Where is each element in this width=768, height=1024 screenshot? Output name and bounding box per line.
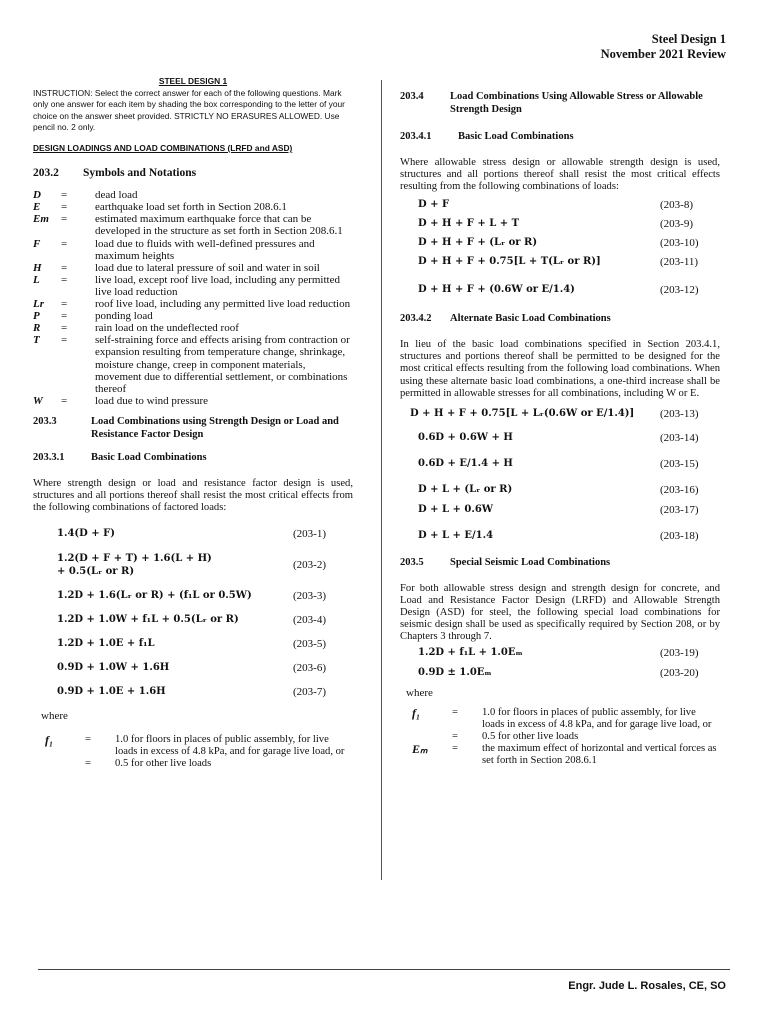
section-title: Alternate Basic Load Combinations	[450, 313, 611, 325]
equals-sign: =	[61, 273, 68, 286]
equation-formula: 1.2D + 1.0E + f₁L	[57, 638, 155, 650]
symbol-desc: dead load	[95, 189, 138, 202]
equation-formula: D + H + F + (0.6W or E/1.4)	[418, 284, 575, 296]
symbol: Eₘ	[412, 742, 428, 757]
equation-formula: D + H + F + 0.75[L + Lᵣ(0.6W or E/1.4)]	[410, 407, 635, 419]
equation-row	[410, 458, 720, 470]
equation-formula: D + L + 0.6W	[418, 503, 494, 515]
equation-formula: D + L + (Lᵣ or R)	[418, 483, 513, 495]
symbol: R	[33, 322, 41, 335]
symbol-row	[33, 213, 353, 237]
equals-sign: =	[61, 213, 68, 226]
section-203-4-1-heading	[400, 130, 720, 143]
column-divider	[381, 80, 382, 880]
equation-row	[410, 484, 720, 496]
symbol	[45, 758, 85, 770]
equation-row	[57, 686, 353, 698]
section-title: Basic Load Combinations	[458, 131, 574, 142]
definition-desc: 0.5 for other live loads	[482, 731, 579, 743]
section-title: Basic Load Combinations	[91, 451, 207, 463]
section-number: 203.3	[33, 415, 57, 427]
equals-sign: =	[61, 261, 68, 274]
section-number: 203.4.1	[400, 131, 432, 142]
definition-row	[45, 734, 353, 758]
section-title: Load Combinations using Strength Design or Load and Resistance Factor Design	[91, 415, 339, 440]
equation-row	[418, 647, 720, 659]
symbol-desc: estimated maximum earthquake force that can be developed in the structure as set forth in Section 208.6.1	[95, 213, 343, 238]
symbol-row	[33, 322, 353, 334]
symbol: H	[33, 261, 42, 274]
symbol: D	[33, 189, 41, 202]
equals-sign: =	[61, 394, 68, 407]
equals-sign: =	[452, 731, 458, 743]
symbol: P	[33, 310, 40, 323]
equals-sign: =	[452, 707, 458, 719]
equation-formula: D + H + F + L + T	[418, 218, 520, 230]
equals-sign: =	[452, 743, 458, 755]
section-203-3-heading	[33, 415, 353, 441]
symbol-desc: load due to wind pressure	[95, 394, 209, 407]
symbol-row	[33, 298, 353, 310]
equation-row	[418, 667, 720, 679]
equation-row	[410, 408, 720, 420]
symbol: Em	[33, 213, 49, 226]
paragraph: Where strength design or load and resistance factor design is used, structures and all portions thereof shall resist the most critical effects from the following combinations of factored loads:	[33, 477, 353, 514]
equation-formula: 1.2(D + F + T) + 1.6(L + H) + 0.5(Lᵣ or R)	[57, 553, 212, 578]
equals-sign: =	[85, 734, 91, 746]
equation-formula: D + F	[418, 199, 450, 211]
section-title: Special Seismic Load Combinations	[450, 556, 611, 568]
instruction-title: STEEL DESIGN 1	[158, 76, 228, 86]
equation-row	[418, 256, 720, 268]
equals-sign: =	[61, 189, 68, 202]
symbol-desc: roof live load, including any permitted live load reduction	[95, 298, 351, 311]
section-number: 203.4	[400, 91, 424, 102]
equation-number: (203-11)	[660, 256, 699, 269]
section-203-3-1-heading	[33, 451, 353, 464]
equation-number: (203-14)	[660, 431, 699, 444]
design-title: DESIGN LOADINGS AND LOAD COMBINATIONS (LRFD and ASD)	[33, 143, 293, 154]
symbol: Lr	[33, 298, 44, 311]
equation-number: (203-17)	[660, 503, 699, 516]
equation-number: (203-4)	[293, 614, 326, 627]
paragraph: In lieu of the basic load combinations specified in Section 203.4.1, structures and portions thereof shall be permitted to be designed for the most critical effects resulting from the following load combinations. When using these alternate basic load combinations, a one-third increase shall be permitted in allowable stresses for all combinations, including W or E.	[400, 339, 720, 399]
section-203-2-heading	[33, 167, 353, 179]
equation-number: (203-1)	[293, 528, 326, 541]
equation-number: (203-16)	[660, 483, 699, 496]
symbol-desc: load due to lateral pressure of soil and water in soil	[95, 261, 320, 274]
symbol: W	[33, 394, 43, 407]
equations-list-3	[400, 647, 720, 679]
page-header	[601, 32, 726, 62]
symbol: E	[33, 201, 41, 214]
paragraph: Where allowable stress design or allowable strength design is used, structures and all portions thereof shall resist the most critical effects resulting from the following combinations of loads:	[400, 157, 720, 193]
equation-row	[57, 638, 353, 650]
equation-row	[410, 432, 720, 444]
section-203-4-heading	[400, 90, 720, 116]
symbol-desc: self-straining force and effects arising from contraction or expansion resulting from temperature change, shrinkage, moisture change, creep in component materials, movement due to differential settlement, or combinations thereof	[95, 334, 350, 395]
equation-number: (203-2)	[293, 559, 326, 572]
where-label: where	[41, 710, 68, 723]
equation-number: (203-19)	[660, 647, 699, 660]
symbol-row	[33, 310, 353, 322]
equation-number: (203-8)	[660, 199, 693, 212]
section-203-5-heading	[400, 556, 720, 569]
equation-number: (203-3)	[293, 590, 326, 603]
equation-row	[410, 504, 720, 516]
equation-formula: 1.4(D + F)	[57, 528, 115, 540]
equation-formula: 1.2D + f₁L + 1.0Eₘ	[418, 647, 523, 659]
equation-number: (203-15)	[660, 457, 699, 470]
equation-number: (203-13)	[660, 407, 699, 420]
symbol-row	[33, 189, 353, 201]
symbol-row	[33, 262, 353, 274]
header-subtitle: November 2021 Review	[600, 47, 726, 61]
symbol: T	[33, 334, 40, 347]
equation-row	[418, 284, 720, 296]
section-number: 203.4.2	[400, 313, 432, 325]
definitions-list	[33, 734, 353, 770]
equation-formula: D + L + E/1.4	[418, 529, 494, 541]
section-203-4-2-heading	[400, 312, 720, 325]
symbol-row	[33, 238, 353, 262]
equation-row	[410, 530, 720, 542]
equals-sign: =	[61, 237, 68, 250]
symbol: F	[33, 237, 41, 250]
equation-number: (203-9)	[660, 218, 693, 231]
equation-number: (203-10)	[660, 237, 699, 250]
definition-desc: 1.0 for floors in places of public assembly, for live loads in excess of 4.8 kPa, and for garage live load, or	[115, 734, 345, 758]
right-column	[400, 90, 720, 767]
symbol-row	[33, 334, 353, 394]
definition-row	[45, 758, 353, 770]
symbols-list	[33, 189, 353, 407]
where-label: where	[406, 687, 433, 700]
paragraph: For both allowable stress design and strength design for concrete, and Load and Resistance Factor Design (LRFD) and Allowable Strength Design (ASD) for steel, the following special load combinations for seismic design shall be used as specifically required by Section 208, or by Chapters 3 through 7.	[400, 582, 720, 643]
symbol-desc: earthquake load set forth in Section 208.6.1	[95, 201, 287, 214]
equation-number: (203-18)	[660, 529, 699, 542]
section-number: 203.3.1	[33, 451, 65, 463]
equation-row	[57, 528, 353, 540]
symbol-row	[33, 274, 353, 298]
definition-row	[412, 743, 720, 767]
symbol: f₁	[412, 706, 421, 721]
symbol-desc: rain load on the undeflected roof	[95, 322, 239, 335]
equals-sign: =	[85, 758, 91, 770]
equation-row	[57, 590, 353, 602]
footer-rule	[38, 969, 730, 970]
equation-row	[418, 237, 720, 249]
equation-formula: D + H + F + 0.75[L + T(Lᵣ or R)]	[418, 256, 601, 268]
definition-row	[412, 707, 720, 731]
definitions-list	[400, 707, 720, 767]
symbol-desc: load due to fluids with well-defined pressures and maximum heights	[95, 237, 315, 262]
equation-number: (203-12)	[660, 284, 699, 297]
equations-list-2	[400, 408, 720, 542]
equation-row	[57, 552, 353, 578]
equations-list-1	[400, 199, 720, 296]
equation-number: (203-6)	[293, 662, 326, 675]
equals-sign: =	[61, 298, 68, 311]
equation-number: (203-7)	[293, 686, 326, 699]
equation-formula: 0.6D + 0.6W + H	[418, 431, 513, 443]
symbol-row	[33, 395, 353, 407]
equation-number: (203-5)	[293, 638, 326, 651]
symbol: f₁	[45, 733, 54, 748]
equation-formula: 1.2D + 1.6(Lᵣ or R) + (f₁L or 0.5W)	[57, 590, 252, 602]
equation-row	[418, 218, 720, 230]
symbol-row	[33, 201, 353, 213]
equation-formula: 1.2D + 1.0W + f₁L + 0.5(Lᵣ or R)	[57, 614, 239, 626]
equation-formula: 0.9D + 1.0E + 1.6H	[57, 686, 166, 698]
section-title: Load Combinations Using Allowable Stress or Allowable Strength Design	[450, 91, 703, 115]
section-title: Symbols and Notations	[83, 167, 197, 180]
instruction-text: INSTRUCTION: Select the correct answer for each of the following questions. Mark only one answer for each item by shading the box corresponding to the letter of your choice on the answer sheet provided. STRICTLY NO ERASURES ALLOWED. Use pencil no. 2 only.	[33, 88, 345, 132]
footer-author: Engr. Jude L. Rosales, CE, SO	[568, 980, 726, 992]
equation-number: (203-20)	[660, 667, 699, 680]
equation-row	[57, 662, 353, 674]
equation-row	[57, 614, 353, 626]
symbol: L	[33, 273, 40, 286]
equation-formula: D + H + F + (Lᵣ or R)	[418, 237, 538, 249]
equation-formula: 0.6D + E/1.4 + H	[418, 457, 513, 469]
header-title: Steel Design 1	[651, 32, 726, 46]
definition-desc: 1.0 for floors in places of public assembly, for live loads in excess of 4.8 kPa, and for garage live load, or	[482, 707, 712, 731]
equation-row	[418, 199, 720, 211]
equals-sign: =	[61, 334, 68, 347]
symbol-desc: ponding load	[95, 310, 153, 323]
definition-desc: 0.5 for other live loads	[115, 758, 212, 770]
equals-sign: =	[61, 201, 68, 214]
symbol-desc: live load, except roof live load, including any permitted live load reduction	[95, 273, 340, 298]
section-number: 203.5	[400, 556, 424, 568]
section-number: 203.2	[33, 167, 59, 180]
equals-sign: =	[61, 322, 68, 335]
definition-row	[412, 731, 720, 743]
definition-desc: the maximum effect of horizontal and vertical forces as set forth in Section 208.6.1	[482, 743, 717, 767]
left-column	[33, 76, 353, 770]
equation-formula: 0.9D + 1.0W + 1.6H	[57, 662, 170, 674]
equations-list	[33, 528, 353, 698]
equation-formula: 0.9D ± 1.0Eₘ	[418, 667, 492, 679]
equals-sign: =	[61, 310, 68, 323]
